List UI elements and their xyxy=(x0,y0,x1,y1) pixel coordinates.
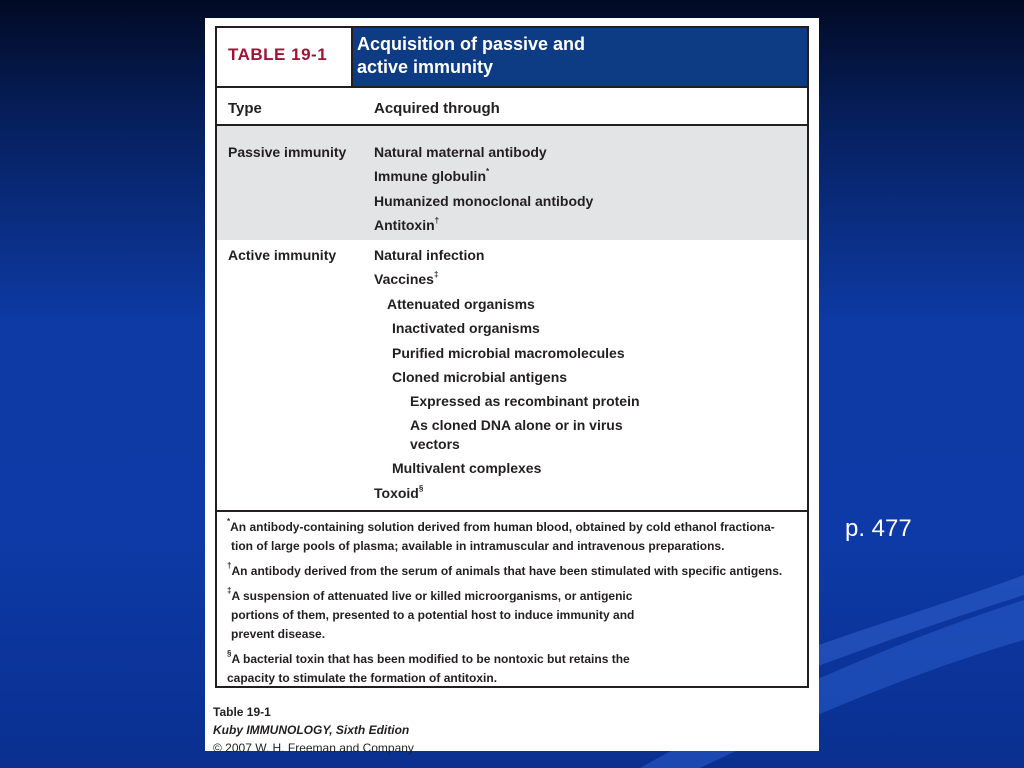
active-item: Expressed as recombinant protein xyxy=(410,393,640,409)
table-figure xyxy=(205,18,819,755)
footnote: ‡A suspension of attenuated live or killed microorganisms, or antigenic portions of them, presented to a potential host to induce immunity and prevent disease. xyxy=(227,586,635,641)
table-title-row xyxy=(217,28,807,88)
table-title-line-2: active immunity xyxy=(357,57,494,77)
passive-item: Antitoxin† xyxy=(374,216,440,233)
passive-item: Immune globulin* xyxy=(374,167,490,184)
table-number: TABLE 19-1 xyxy=(217,28,353,86)
passive-item: Natural maternal antibody xyxy=(374,144,547,160)
active-item: Attenuated organisms xyxy=(387,296,535,312)
active-item: Natural infection xyxy=(374,247,485,263)
passive-immunity-type: Passive immunity xyxy=(228,144,347,160)
caption-label: Table 19-1 xyxy=(213,705,271,719)
active-immunity-type: Active immunity xyxy=(228,247,337,263)
caption-book: Kuby IMMUNOLOGY, Sixth Edition xyxy=(213,723,410,737)
active-item: Vaccines‡ xyxy=(374,270,439,287)
active-item: Inactivated organisms xyxy=(392,320,540,336)
passive-item: Humanized monoclonal antibody xyxy=(374,193,594,209)
footnote: †An antibody derived from the serum of animals that have been stimulated with specific antigens. xyxy=(227,561,783,578)
active-item: Purified microbial macromolecules xyxy=(392,345,625,361)
immunity-table xyxy=(215,26,809,688)
column-header-type: Type xyxy=(228,100,262,117)
column-header-acquired: Acquired through xyxy=(374,100,500,117)
active-item: As cloned DNA alone or in virus xyxy=(410,417,623,433)
footnote: §A bacterial toxin that has been modified to be nontoxic but retains the capacity to stimulate the formation of antitoxin. xyxy=(227,649,630,685)
page-reference: p. 477 xyxy=(845,515,912,542)
active-item: vectors xyxy=(410,436,460,452)
figure-caption xyxy=(213,703,414,757)
table-title-line-1: Acquisition of passive and xyxy=(357,34,586,54)
active-item: Cloned microbial antigens xyxy=(392,369,568,385)
active-item: Toxoid§ xyxy=(374,484,424,501)
caption-copyright: © 2007 W. H. Freeman and Company xyxy=(213,741,414,755)
active-item: Multivalent complexes xyxy=(392,460,542,476)
footnote: *An antibody-containing solution derived from human blood, obtained by cold ethanol fractiona- tion of large pools of plasma; available in intramuscular and intravenous preparations. xyxy=(227,517,775,553)
footnotes-divider xyxy=(217,510,807,512)
column-header-row xyxy=(217,86,807,126)
table-title xyxy=(353,28,807,86)
